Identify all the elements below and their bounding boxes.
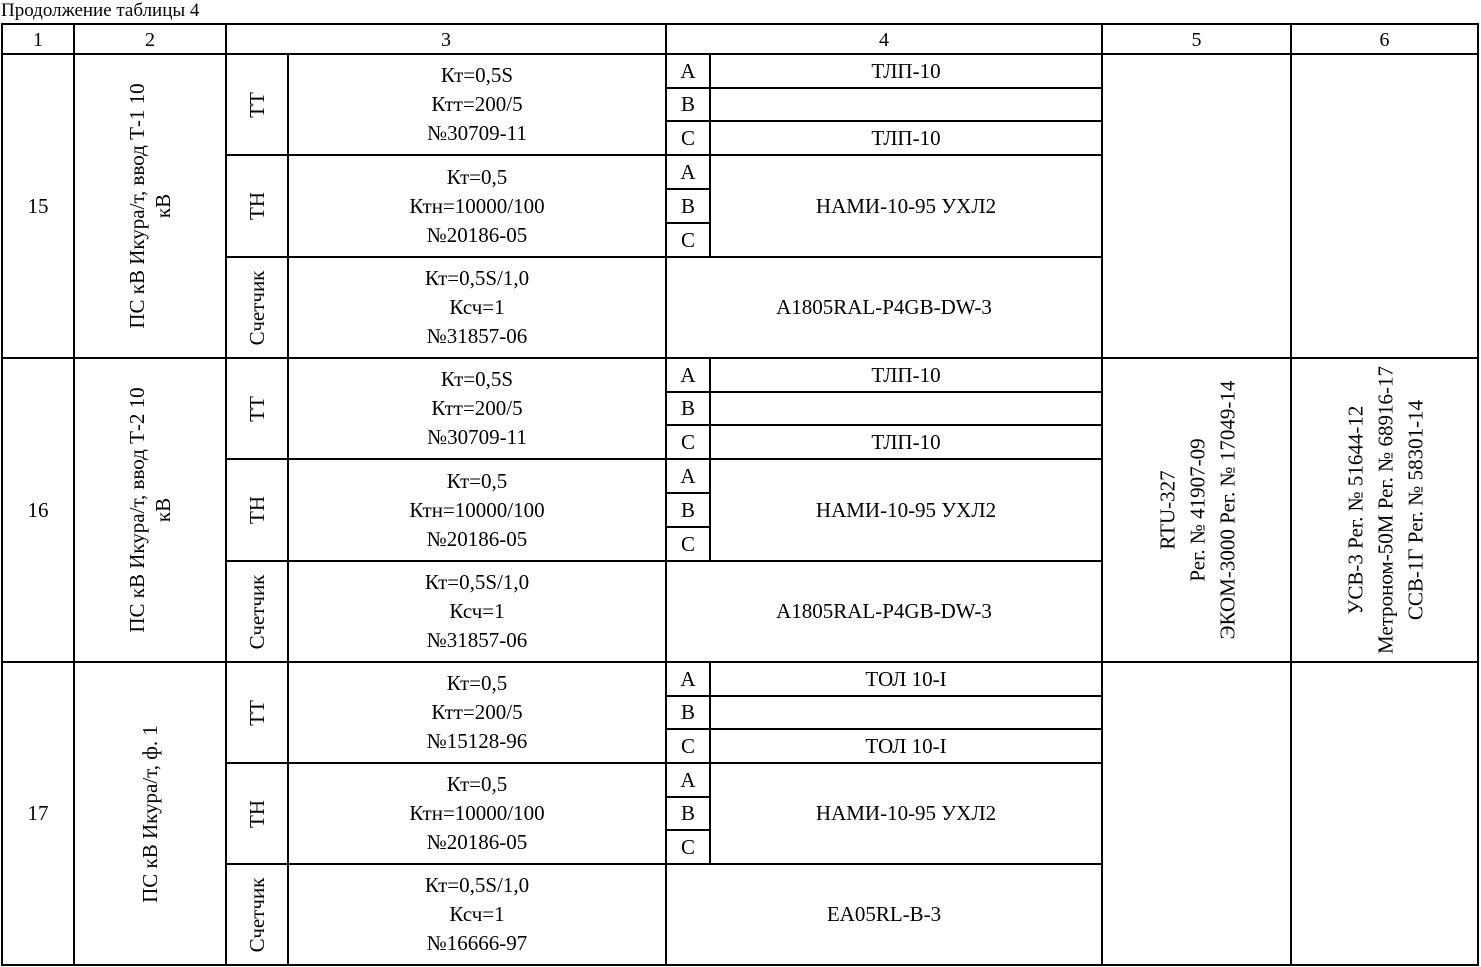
- header-cell-4-line: 4: [879, 28, 889, 51]
- row-number-17: [2, 662, 74, 965]
- tt-label-line: ТТ: [244, 91, 269, 118]
- meter-params-line: №31857-06: [426, 324, 528, 348]
- header-cell-1-line: 1: [33, 28, 43, 51]
- tn-phase-b-line: B: [680, 497, 695, 522]
- tt-phase-b: [666, 392, 710, 425]
- tt-params: [288, 662, 666, 763]
- col5-equipment: [1107, 59, 1286, 960]
- row-number-16: [2, 358, 74, 662]
- tt-phase-a-line: A: [680, 666, 696, 691]
- connection-name-line: ПС кВ Икура/т, ввод Т-1 10: [125, 83, 149, 329]
- tt-phase-b: [666, 696, 710, 729]
- tn-params-line: Ктн=10000/100: [409, 193, 545, 218]
- tn-params-line: Ктн=10000/100: [409, 801, 545, 825]
- connection-name-line: ПС кВ Икура/т, ввод Т-2 10: [125, 387, 149, 633]
- tn-phase-b-line: B: [680, 193, 695, 218]
- tn-label: [226, 763, 288, 864]
- tn-phase-c-line: C: [680, 531, 695, 556]
- header-cell-3-line: 3: [441, 28, 451, 51]
- header-cell-5-line: 5: [1191, 28, 1202, 51]
- tn-model-line: НАМИ-10-95 УХЛ2: [815, 801, 997, 825]
- connection-name: [76, 665, 224, 962]
- tt-params-line: №30709-11: [427, 121, 527, 145]
- tn-params: [288, 763, 666, 864]
- header-cell-6-line: 6: [1379, 28, 1390, 51]
- tt-phase-c-line: C: [680, 429, 695, 454]
- header-cell-3: [226, 25, 666, 54]
- meter-model: [666, 864, 1102, 965]
- tn-model: [710, 155, 1102, 257]
- tt-phase-a: [666, 662, 710, 696]
- row-number-16-line: 16: [27, 497, 49, 522]
- meter-params-line: Кт=0,5S/1,0: [424, 570, 530, 594]
- tt-model-b: [710, 696, 1102, 729]
- meter-model: [666, 561, 1102, 662]
- table-caption: Продолжение таблицы 4: [1, 0, 200, 21]
- tt-params-line: Кт=0,5: [446, 671, 508, 695]
- tt-params-line: Кт=0,5S: [440, 367, 514, 391]
- col6-equipment-line: Метроном-50М Рег. № 68916-17: [1372, 365, 1397, 654]
- meter-model: [666, 257, 1102, 358]
- row-number-15-line: 15: [27, 193, 49, 218]
- meter-model-line: EA05RL-B-3: [826, 902, 942, 926]
- col6-equipment-line: УСВ-3 Рег. № 51644-12: [1342, 405, 1367, 614]
- tt-model-c: [710, 729, 1102, 763]
- grid-line-vertical: [1290, 23, 1292, 966]
- meter-model-line: A1805RAL-P4GB-DW-3: [776, 599, 992, 623]
- tt-label: [226, 662, 288, 763]
- tn-phase-a-line: A: [680, 159, 696, 184]
- meter-params-line: Ксч=1: [449, 902, 505, 926]
- tt-params: [288, 358, 666, 459]
- tt-phase-a: [666, 358, 710, 392]
- meter-label: [226, 561, 288, 662]
- tt-model-a: [710, 54, 1102, 88]
- tt-phase-c-line: C: [680, 125, 695, 150]
- tt-model-a-line: ТОЛ 10-I: [865, 666, 947, 691]
- tn-phase-b: [666, 797, 710, 830]
- tn-label-line: ТН: [244, 799, 269, 828]
- connection-name-line: кВ: [151, 497, 175, 523]
- meter-params: [288, 257, 666, 358]
- tt-model-a-line: ТЛП-10: [871, 362, 941, 387]
- tn-params: [288, 459, 666, 561]
- meter-label-line: Счетчик: [244, 270, 269, 345]
- meter-params-line: Ксч=1: [449, 599, 505, 623]
- tn-phase-a: [666, 155, 710, 189]
- tt-model-c: [710, 121, 1102, 155]
- tn-label-line: ТН: [244, 496, 269, 524]
- connection-name: [76, 361, 224, 659]
- tt-model-c-line: ТЛП-10: [871, 125, 941, 150]
- meter-label-line: Счетчик: [244, 574, 269, 649]
- tt-model-a-line: ТЛП-10: [871, 58, 941, 83]
- tt-model-c: [710, 425, 1102, 459]
- col6-equipment: [1296, 59, 1473, 960]
- meter-model-line: A1805RAL-P4GB-DW-3: [776, 295, 992, 319]
- tn-phase-c: [666, 527, 710, 561]
- meter-params: [288, 864, 666, 965]
- header-cell-2: [74, 25, 226, 54]
- tt-label: [226, 358, 288, 459]
- tt-params-line: Ктт=200/5: [431, 700, 523, 724]
- tt-label-line: ТТ: [244, 395, 269, 422]
- tn-params: [288, 155, 666, 257]
- grid-line-vertical: [1477, 23, 1479, 966]
- tn-label: [226, 459, 288, 561]
- tn-params-line: №20186-05: [426, 526, 528, 551]
- tn-params-line: №20186-05: [426, 830, 528, 854]
- tt-phase-a-line: A: [680, 362, 696, 387]
- col6-equipment-line: ССВ-1Г Рег. № 58301-14: [1402, 399, 1427, 620]
- tt-model-b: [710, 392, 1102, 425]
- header-cell-5: [1102, 25, 1291, 54]
- meter-label: [226, 864, 288, 965]
- col5-equipment-line: Рег. № 41907-09: [1184, 437, 1209, 582]
- tn-phase-c-line: C: [680, 227, 695, 252]
- connection-name: [76, 57, 224, 355]
- tt-phase-c: [666, 425, 710, 459]
- tt-phase-c-line: C: [680, 733, 695, 758]
- tn-phase-c: [666, 830, 710, 864]
- tn-params-line: Кт=0,5: [446, 468, 508, 493]
- tn-phase-b: [666, 493, 710, 527]
- tt-model-c-line: ТОЛ 10-I: [865, 733, 947, 758]
- col5-equipment-line: ЭКОМ-3000 Рег. № 17049-14: [1214, 380, 1239, 639]
- tn-phase-b-line: B: [680, 801, 695, 825]
- meter-params-line: Ксч=1: [449, 295, 505, 319]
- col5-equipment-line: RTU-327: [1154, 469, 1179, 550]
- meter-params-line: Кт=0,5S/1,0: [424, 266, 530, 290]
- tt-phase-b: [666, 88, 710, 121]
- tt-phase-b-line: B: [680, 92, 695, 116]
- meter-label: [226, 257, 288, 358]
- tn-label: [226, 155, 288, 257]
- tt-params: [288, 54, 666, 155]
- tn-model: [710, 763, 1102, 864]
- meter-params-line: №31857-06: [426, 628, 528, 652]
- tn-phase-a: [666, 459, 710, 493]
- header-cell-2-line: 2: [145, 28, 155, 51]
- tt-phase-b-line: B: [680, 396, 695, 420]
- connection-name-line: ПС кВ Икура/т, ф. 1: [138, 724, 162, 903]
- tn-phase-c: [666, 223, 710, 257]
- row-number-17-line: 17: [27, 801, 49, 825]
- tt-model-a: [710, 662, 1102, 696]
- tt-params-line: Ктт=200/5: [431, 396, 523, 420]
- tn-phase-b: [666, 189, 710, 223]
- tt-params-line: №30709-11: [427, 425, 527, 449]
- tn-phase-a: [666, 763, 710, 797]
- tn-params-line: Кт=0,5: [446, 164, 508, 189]
- tn-params-line: №20186-05: [426, 222, 528, 247]
- tn-phase-a-line: A: [680, 767, 696, 792]
- tn-label-line: ТН: [244, 192, 269, 220]
- tt-phase-a-line: A: [680, 58, 696, 83]
- meter-params: [288, 561, 666, 662]
- header-cell-6: [1291, 25, 1478, 54]
- tt-params-line: Ктт=200/5: [431, 92, 523, 116]
- row-number-15: [2, 54, 74, 358]
- meter-params-line: Кт=0,5S/1,0: [424, 873, 530, 897]
- tn-model: [710, 459, 1102, 561]
- meter-label-line: Счетчик: [244, 877, 269, 952]
- tn-params-line: Кт=0,5: [446, 772, 508, 796]
- tt-params-line: Кт=0,5S: [440, 63, 514, 87]
- connection-name-line: кВ: [151, 193, 175, 219]
- tt-model-b: [710, 88, 1102, 121]
- tn-params-line: Ктн=10000/100: [409, 497, 545, 522]
- tt-model-c-line: ТЛП-10: [871, 429, 941, 454]
- tt-phase-a: [666, 54, 710, 88]
- tt-phase-c: [666, 729, 710, 763]
- tt-label: [226, 54, 288, 155]
- tt-params-line: №15128-96: [426, 729, 528, 753]
- meter-params-line: №16666-97: [426, 931, 528, 955]
- tn-model-line: НАМИ-10-95 УХЛ2: [815, 497, 997, 522]
- tn-phase-a-line: A: [680, 463, 696, 488]
- tn-phase-c-line: C: [680, 834, 695, 859]
- tn-model-line: НАМИ-10-95 УХЛ2: [815, 193, 997, 218]
- header-cell-1: [2, 25, 74, 54]
- tt-phase-c: [666, 121, 710, 155]
- tt-label-line: ТТ: [244, 699, 269, 726]
- tt-model-a: [710, 358, 1102, 392]
- tt-phase-b-line: B: [680, 700, 695, 724]
- header-cell-4: [666, 25, 1102, 54]
